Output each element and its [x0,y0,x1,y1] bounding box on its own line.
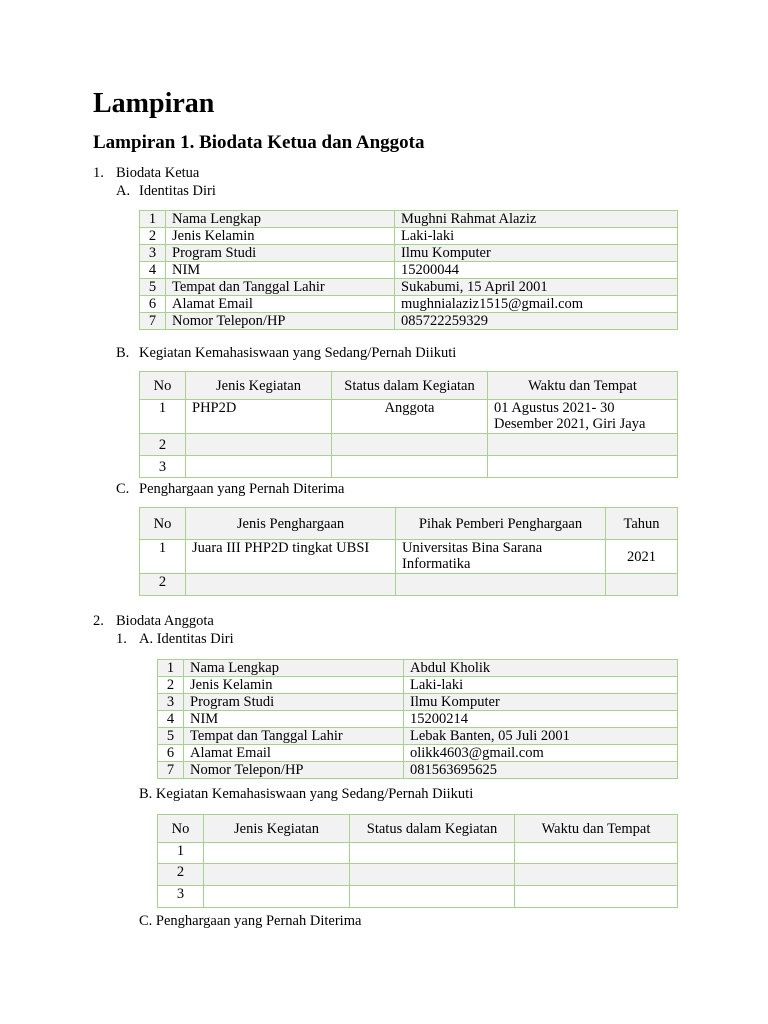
cell-jenis [186,574,396,596]
cell-label: Nama Lengkap [166,211,395,228]
col-header: Tahun [606,508,678,540]
cell-value: Ilmu Komputer [404,694,678,711]
cell-label: Tempat dan Tanggal Lahir [166,279,395,296]
cell-value: Abdul Kholik [404,660,678,677]
col-header: No [158,815,204,843]
identity-row [158,677,678,694]
cell-waktu [488,456,678,478]
cell-no: 2 [140,228,166,245]
cell-status [350,864,515,886]
cell-no: 3 [140,456,186,478]
cell-value: 081563695625 [404,762,678,779]
col-header: Jenis Kegiatan [186,372,332,400]
cell-label: NIM [184,711,404,728]
identity-row [140,262,678,279]
cell-no: 5 [140,279,166,296]
cell-jenis [204,864,350,886]
cell-label: Alamat Email [184,745,404,762]
identity-row [158,660,678,677]
cell-jenis [204,843,350,864]
identity-row [140,245,678,262]
ketua-kegiatan-table [139,371,678,478]
ketua-identitas-marker: A. [116,183,131,199]
cell-no: 6 [140,296,166,313]
cell-no: 5 [158,728,184,745]
cell-no: 1 [158,843,204,864]
cell-value: 15200044 [395,262,678,279]
cell-no: 1 [158,660,184,677]
anggota-identitas-heading: A. Identitas Diri [139,631,234,647]
col-header: Status dalam Kegiatan [332,372,488,400]
page-title: Lampiran [93,88,215,119]
cell-pihak: Universitas Bina Sarana Informatika [396,540,606,574]
cell-no: 6 [158,745,184,762]
cell-waktu: 01 Agustus 2021- 30 Desember 2021, Giri Jaya [488,400,678,434]
cell-waktu [515,886,678,908]
cell-status [350,843,515,864]
cell-label: Jenis Kelamin [184,677,404,694]
cell-value: Laki-laki [404,677,678,694]
cell-label: Jenis Kelamin [166,228,395,245]
cell-waktu [515,864,678,886]
cell-label: Tempat dan Tanggal Lahir [184,728,404,745]
anggota-kegiatan-heading: B. Kegiatan Kemahasiswaan yang Sedang/Pernah Diikuti [139,786,474,802]
cell-status: Anggota [332,400,488,434]
identity-row [158,745,678,762]
cell-no: 3 [158,694,184,711]
identity-row [158,694,678,711]
cell-no: 3 [158,886,204,908]
anggota-kegiatan-table [157,814,678,908]
ketua-kegiatan-heading: Kegiatan Kemahasiswaan yang Sedang/Pernah Diikuti [139,345,457,361]
section-title: Lampiran 1. Biodata Ketua dan Anggota [93,132,425,153]
cell-tahun [606,574,678,596]
col-header: Status dalam Kegiatan [350,815,515,843]
cell-no: 7 [158,762,184,779]
cell-pihak [396,574,606,596]
anggota-penghargaan-heading: C. Penghargaan yang Pernah Diterima [139,913,362,929]
ketua-penghargaan-marker: C. [116,481,130,497]
cell-value: 085722259329 [395,313,678,330]
cell-jenis: Juara III PHP2D tingkat UBSI [186,540,396,574]
cell-status [332,456,488,478]
cell-status [350,886,515,908]
cell-label: NIM [166,262,395,279]
ketua-heading-number: 1. [93,165,104,181]
cell-label: Alamat Email [166,296,395,313]
cell-no: 3 [140,245,166,262]
cell-tahun: 2021 [606,540,678,574]
cell-value: Sukabumi, 15 April 2001 [395,279,678,296]
identity-row [158,762,678,779]
cell-jenis [186,456,332,478]
col-header: No [140,372,186,400]
ketua-identitas-table [139,210,678,330]
cell-jenis [186,434,332,456]
cell-no: 2 [140,434,186,456]
cell-value: Mughni Rahmat Alaziz [395,211,678,228]
ketua-heading: Biodata Ketua [116,165,200,181]
identity-row [140,296,678,313]
ketua-penghargaan-heading: Penghargaan yang Pernah Diterima [139,481,345,497]
cell-value: mughnialaziz1515@gmail.com [395,296,678,313]
cell-no: 2 [158,864,204,886]
cell-value: Laki-laki [395,228,678,245]
cell-waktu [515,843,678,864]
cell-status [332,434,488,456]
cell-value: Ilmu Komputer [395,245,678,262]
cell-value: Lebak Banten, 05 Juli 2001 [404,728,678,745]
identity-row [140,279,678,296]
identity-row [140,211,678,228]
cell-no: 7 [140,313,166,330]
col-header: Waktu dan Tempat [488,372,678,400]
cell-label: Nomor Telepon/HP [166,313,395,330]
anggota-sub-number: 1. [116,631,127,647]
cell-label: Program Studi [184,694,404,711]
col-header: Pihak Pemberi Penghargaan [396,508,606,540]
cell-no: 4 [140,262,166,279]
anggota-heading-number: 2. [93,613,104,629]
col-header: No [140,508,186,540]
identity-row [158,728,678,745]
cell-value: olikk4603@gmail.com [404,745,678,762]
cell-value: 15200214 [404,711,678,728]
ketua-identitas-heading: Identitas Diri [139,183,216,199]
cell-jenis: PHP2D [186,400,332,434]
ketua-penghargaan-table [139,507,678,596]
col-header: Waktu dan Tempat [515,815,678,843]
ketua-kegiatan-marker: B. [116,345,130,361]
identity-row [158,711,678,728]
cell-jenis [204,886,350,908]
anggota-identitas-table [157,659,678,779]
cell-label: Nama Lengkap [184,660,404,677]
col-header: Jenis Penghargaan [186,508,396,540]
cell-waktu [488,434,678,456]
cell-no: 1 [140,400,186,434]
cell-no: 1 [140,540,186,574]
cell-no: 2 [140,574,186,596]
identity-row [140,228,678,245]
anggota-heading: Biodata Anggota [116,613,214,629]
cell-label: Nomor Telepon/HP [184,762,404,779]
cell-no: 1 [140,211,166,228]
cell-label: Program Studi [166,245,395,262]
col-header: Jenis Kegiatan [204,815,350,843]
identity-row [140,313,678,330]
cell-no: 4 [158,711,184,728]
cell-no: 2 [158,677,184,694]
